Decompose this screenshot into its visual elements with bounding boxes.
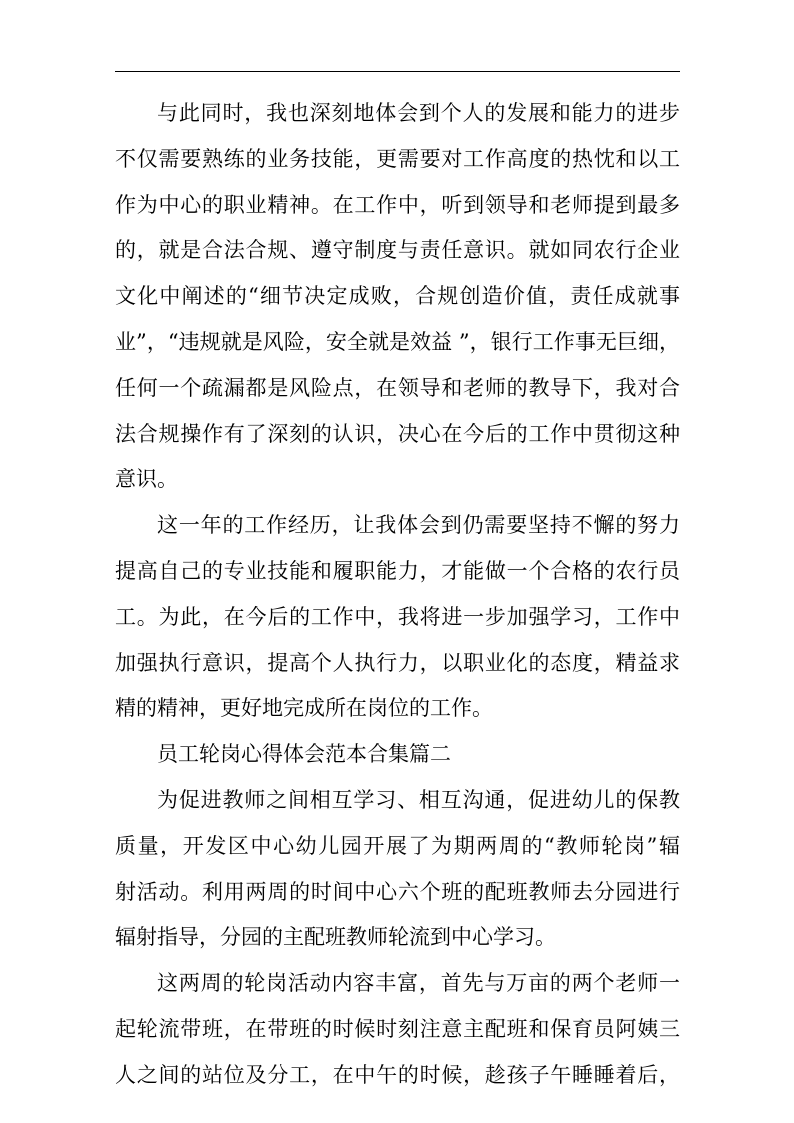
text-line: 的，就是合法合规、遵守制度与责任意识。就如同农行企业 bbox=[115, 238, 680, 263]
paragraph bbox=[115, 778, 680, 961]
text-line: 为促进教师之间相互学习、相互沟通，促进幼儿的保教 bbox=[157, 787, 680, 812]
text-line: 任何一个疏漏都是风险点，在领导和老师的教导下，我对合 bbox=[115, 375, 680, 400]
text-line: 意识。 bbox=[115, 467, 178, 492]
text-line: 人之间的站位及分工，在中午的时候，趁孩子午睡睡着后， bbox=[115, 1062, 680, 1087]
text-line: 这两周的轮岗活动内容丰富，首先与万亩的两个老师一 bbox=[157, 971, 680, 996]
text-line: 质量，开发区中心幼儿园开展了为期两周的“教师轮岗”辐 bbox=[115, 833, 680, 858]
text-line: 精的精神，更好地完成所在岗位的工作。 bbox=[115, 696, 493, 721]
text-line: 这一年的工作经历，让我体会到仍需要坚持不懈的努力 bbox=[157, 513, 680, 538]
text-line: 业”，“违规就是风险，安全就是效益 ”，银行工作事无巨细， bbox=[115, 329, 680, 354]
text-line: 文化中阐述的“细节决定成败，合规创造价值，责任成就事 bbox=[115, 284, 680, 309]
header-rule bbox=[115, 71, 680, 72]
paragraph bbox=[115, 503, 680, 732]
text-line: 起轮流带班，在带班的时候时刻注意主配班和保育员阿姨三 bbox=[115, 1016, 680, 1041]
text-line: 与此同时，我也深刻地体会到个人的发展和能力的进步 bbox=[157, 101, 680, 125]
paragraph bbox=[115, 961, 680, 1098]
text-line: 加强执行意识，提高个人执行力，以职业化的态度，精益求 bbox=[115, 650, 680, 675]
section-title: 员工轮岗心得体会范本合集篇二 bbox=[157, 742, 451, 767]
text-line: 提高自己的专业技能和履职能力，才能做一个合格的农行员 bbox=[115, 558, 680, 583]
text-line: 不仅需要熟练的业务技能，更需要对工作高度的热忱和以工 bbox=[115, 146, 680, 171]
text-line: 辐射指导，分园的主配班教师轮流到中心学习。 bbox=[115, 925, 556, 950]
text-line: 工。为此，在今后的工作中，我将进一步加强学习，工作中 bbox=[115, 604, 680, 629]
text-line: 法合规操作有了深刻的认识，决心在今后的工作中贯彻这种 bbox=[115, 421, 680, 446]
section-heading bbox=[115, 732, 680, 778]
text-line: 射活动。利用两周的时间中心六个班的配班教师去分园进行 bbox=[115, 879, 680, 904]
paragraph bbox=[115, 91, 680, 503]
text-line: 作为中心的职业精神。在工作中，听到领导和老师提到最多 bbox=[115, 192, 680, 217]
document-body bbox=[115, 91, 680, 1099]
